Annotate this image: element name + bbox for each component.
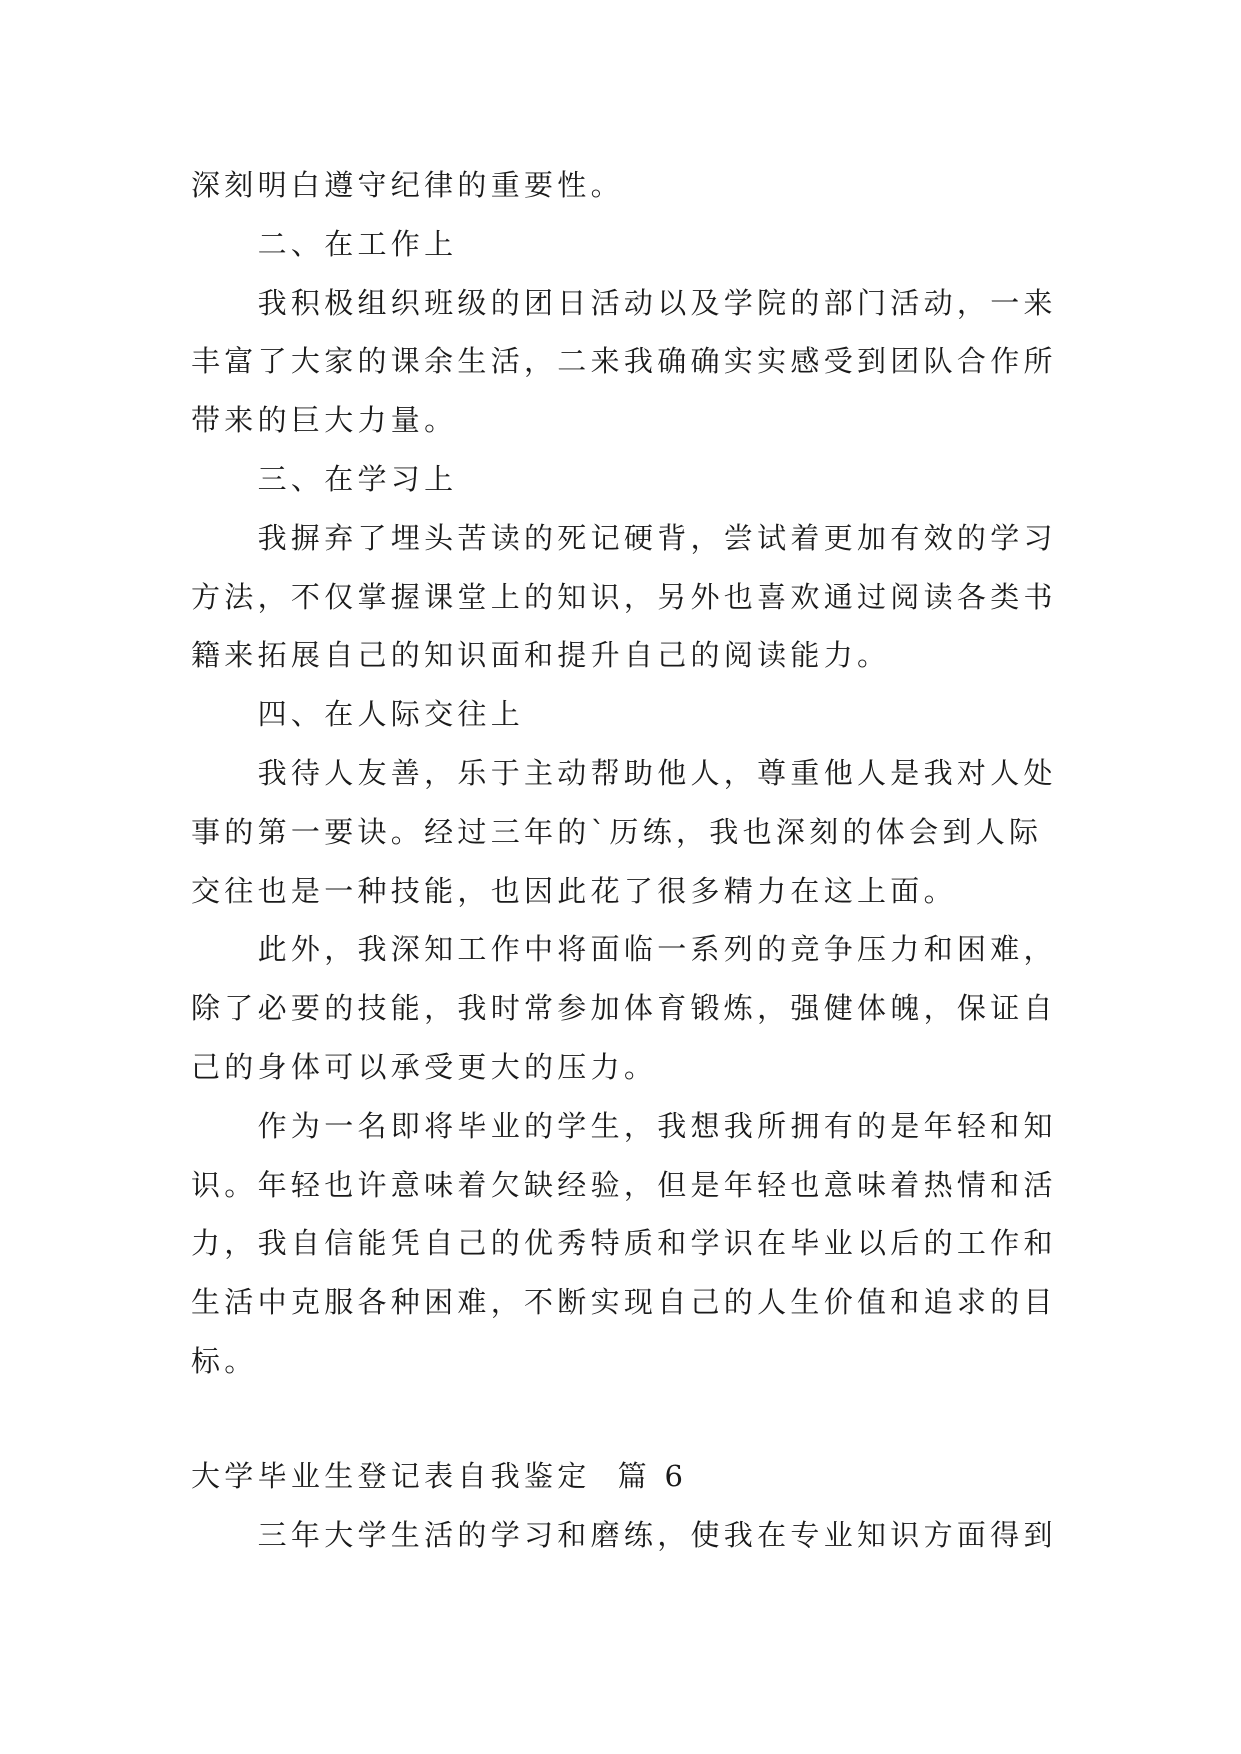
paragraph-line: 深刻明白遵守纪律的重要性。 [191,168,624,202]
paragraph-line: 我待人友善，乐于主动帮助他人，尊重他人是我对人处 [257,755,1057,790]
paragraph-line: 作为一名即将毕业的学生，我想我所拥有的是年轻和知 [257,1108,1057,1143]
section-heading: 四、在人际交往上 [257,697,524,732]
section-spacer [191,1391,1091,1447]
paragraph-line: 标。 [191,1343,258,1378]
paragraph-line: 交往也是一种技能，也因此花了很多精力在这上面。 [191,873,957,908]
paragraph-line: 此外，我深知工作中将面临一系列的竞争压力和困难， [257,932,1057,967]
paragraph-line: 三年大学生活的学习和磨练，使我在专业知识方面得到 [257,1517,1057,1552]
paragraph-line: 我积极组织班级的团日活动以及学院的部门活动，一来 [257,285,1057,320]
paragraph-line: 我摒弃了埋头苦读的死记硬背，尝试着更加有效的学习 [257,520,1057,555]
paragraph-line: 识。年轻也许意味着欠缺经验，但是年轻也意味着热情和活 [191,1167,1057,1202]
document-page [191,156,1091,1564]
section-heading: 二、在工作上 [257,226,458,261]
paragraph-line: 力，我自信能凭自己的优秀特质和学识在毕业以后的工作和 [191,1226,1057,1261]
paragraph-line: 己的身体可以承受更大的压力。 [191,1049,658,1084]
section-heading: 三、在学习上 [257,461,458,496]
paragraph-line: 方法，不仅掌握课堂上的知识，另外也喜欢通过阅读各类书 [191,579,1057,614]
paragraph-line: 丰富了大家的课余生活，二来我确确实实感受到团队合作所 [191,344,1057,379]
paragraph-line: 事的第一要诀。经过三年的`历练，我也深刻的体会到人际 [191,814,1043,849]
document-section-title: 大学毕业生登记表自我鉴定 篇 6 [191,1458,688,1493]
paragraph-line: 籍来拓展自己的知识面和提升自己的阅读能力。 [191,638,891,673]
paragraph-line: 除了必要的技能，我时常参加体育锻炼，强健体魄，保证自 [191,991,1057,1026]
paragraph-line: 带来的巨大力量。 [191,403,458,438]
paragraph-line: 生活中克服各种困难，不断实现自己的人生价值和追求的目 [191,1285,1057,1320]
